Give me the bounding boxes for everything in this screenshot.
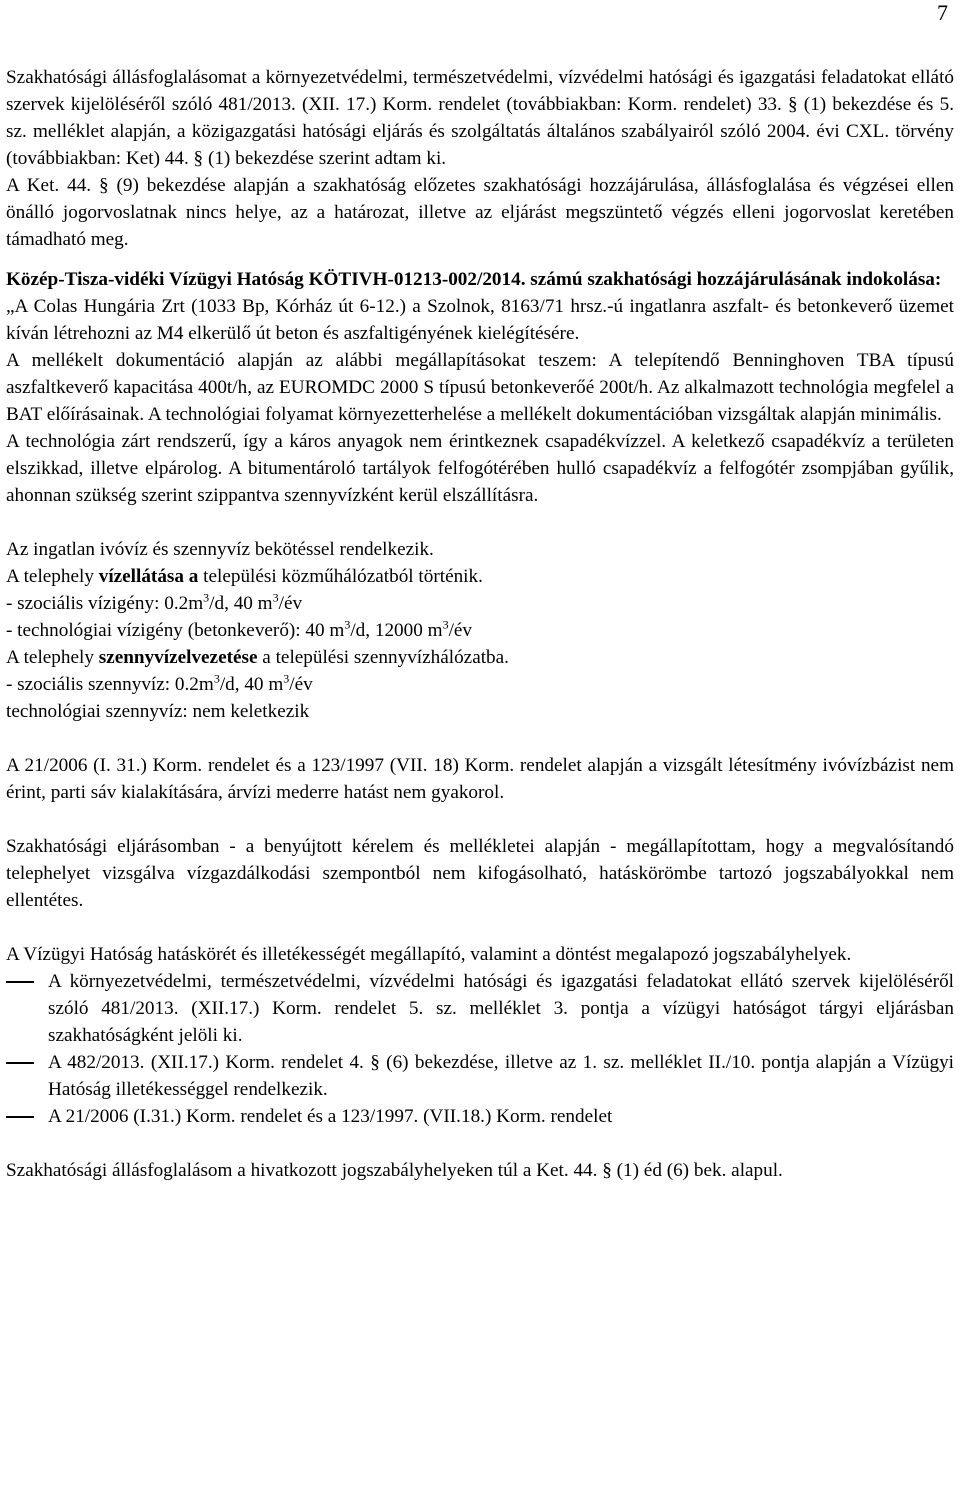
paragraph-project: „A Colas Hungária Zrt (1033 Bp, Kórház út 6-12.) a Szolnok, 8163/71 hrsz.-ú ingatlanra aszfalt- és betonkeverő üzemet kíván létrehozni az M4 elkerülő út beton és aszfaltigényének kielégítésére. xyxy=(6,296,954,344)
paragraph-water-base: A 21/2006 (I. 31.) Korm. rendelet és a 123/1997 (VII. 18) Korm. rendelet alapján a vizsgált létesítmény ivóvízbázist nem érint, parti sáv kialakítására, árvízi mederre hatást nem gyakorol. xyxy=(6,755,954,803)
water-supply-line: A telephely vízellátása a települési közműhálózatból történik. xyxy=(6,566,483,587)
legal-reference-list xyxy=(6,968,954,1130)
document-body xyxy=(6,64,954,1184)
dash-bullet xyxy=(6,1062,34,1064)
paragraph-conclusion: Szakhatósági eljárásomban - a benyújtott kérelem és mellékletei alapján - megállapítottam, hogy a megvalósítandó telephelyet vizsgálva vízgazdálkodási szempontból nem kifogásolható, hatáskörömbe tartozó jogszabályokkal nem ellentétes. xyxy=(6,836,954,911)
paragraph-findings: A mellékelt dokumentáció alapján az alábbi megállapításokat teszem: A telepítendő Benninghoven TBA típusú aszfaltkeverő kapacitása 400t/h, az EUROMDC 2000 S típusú betonkeverőé 200t/h. Az alkalmazott technológia megfelel a BAT előírásainak. A technológiai folyamat környezetterhelése a mellékelt dokumentációban vizsgáltak alapján minimális. xyxy=(6,350,954,425)
list-item: A környezetvédelmi, természetvédelmi, vízvédelmi hatósági és igazgatási feladatokat ellátó szervek kijelöléséről szóló 481/2013. (XII.17.) Korm. rendelet 5. sz. melléklet 3. pontja a vízügyi hatóságot tárgyi eljárásban szakhatóságként jelöli ki. xyxy=(6,968,954,1049)
list-item: A 21/2006 (I.31.) Korm. rendelet és a 123/1997. (VII.18.) Korm. rendelet xyxy=(6,1103,954,1130)
paragraph-legal-basis: Szakhatósági állásfoglalásomat a környezetvédelmi, természetvédelmi, vízvédelmi hatósági és igazgatási feladatokat ellátó szervek kijelöléséről szóló 481/2013. (XII. 17.) Korm. rendelet (továbbiakban: Korm. rendelet) 33. § (1) bekezdése és 5. sz. melléklet alapján, a közigazgatási hatósági eljárás és szolgáltatás általános szabályairól szóló 2004. évi CXL. törvény (továbbiakban: Ket) 44. § (1) bekezdése szerint adtam ki. xyxy=(6,67,954,169)
tech-sewage: technológiai szennyvíz: nem keletkezik xyxy=(6,701,310,722)
paragraph-closing: Szakhatósági állásfoglalásom a hivatkozott jogszabályhelyeken túl a Ket. 44. § (1) éd (6) bek. alapul. xyxy=(6,1160,783,1181)
social-water-demand: - szociális vízigény: $0.2m^3/d$, 40 $m^3/év$ xyxy=(6,590,303,614)
justification-heading: Közép-Tisza-vidéki Vízügyi Hatóság KÖTIVH-01213-002/2014. számú szakhatósági hozzájárulásának indokolása: xyxy=(6,269,942,290)
water-connection-line: Az ingatlan ivóvíz és szennyvíz bekötéssel rendelkezik. xyxy=(6,539,434,560)
page-number: 7 xyxy=(937,0,948,25)
dash-bullet xyxy=(6,1116,34,1118)
paragraph-remedy: A Ket. 44. § (9) bekezdése alapján a szakhatóság előzetes szakhatósági hozzájárulása, állásfoglalása és végzései ellen önálló jogorvoslatnak nincs helye, az a határozat, illetve az eljárást megszüntető végzés elleni jogorvoslat keretében támadható meg. xyxy=(6,175,954,250)
sewage-line: A telephely szennyvízelvezetése a települési szennyvízhálózatba. xyxy=(6,647,509,668)
tech-water-demand: - technológiai vízigény (betonkeverő): 40 $m^3/d$, 12000 $m^3/év$ xyxy=(6,617,473,641)
paragraph-technology: A technológia zárt rendszerű, így a káros anyagok nem érintkeznek csapadékvízzel. A keletkező csapadékvíz a területen elszikkad, illetve elpárolog. A bitumentároló tartályok felfogótérében hulló csapadékvíz a felfogótér zsompjában gyűlik, ahonnan szükség szerint szippantva szennyvízként kerül elszállításra. xyxy=(6,431,954,506)
social-sewage: - szociális szennyvíz: $0.2m^3/d$, 40 $m^3/év$ xyxy=(6,671,313,695)
dash-bullet xyxy=(6,981,34,983)
list-item: A 482/2013. (XII.17.) Korm. rendelet 4. § (6) bekezdése, illetve az 1. sz. melléklet II./10. pontja alapján a Vízügyi Hatóság illetékességgel rendelkezik. xyxy=(6,1049,954,1103)
paragraph-jurisdiction: A Vízügyi Hatóság hatáskörét és illetékességét megállapító, valamint a döntést megalapozó jogszabályhelyek. xyxy=(6,944,852,965)
